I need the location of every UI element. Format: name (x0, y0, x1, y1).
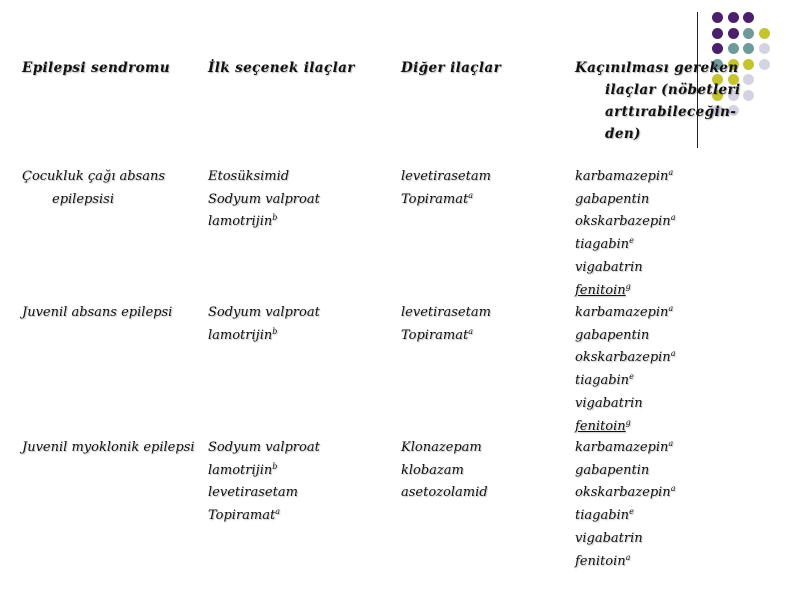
first-choice-drug-text: lamotrijin (208, 462, 273, 478)
syndrome-line (22, 166, 165, 189)
avoid-drug (575, 189, 675, 212)
header-avoid-line: arttırabileceğin- (605, 104, 737, 120)
decorative-dot (743, 74, 754, 85)
syndrome-line (22, 189, 165, 212)
header-avoid-line: ilaçlar (nöbetleri (605, 82, 741, 98)
footnote-marker: g (625, 417, 631, 427)
avoid-drug (575, 302, 675, 325)
first-choice-drug (208, 325, 320, 348)
syndrome-cell (22, 437, 195, 460)
footnote-marker: a (468, 326, 474, 336)
avoid-drug (575, 211, 675, 234)
avoid-drug (575, 416, 675, 439)
first-choice-drug (208, 189, 320, 212)
syndrome-cell (22, 302, 172, 325)
decorative-dot (743, 90, 754, 101)
first-choice-drug-text: Etosüksimid (208, 169, 290, 184)
avoid-drug-text: fenitoin (575, 553, 626, 569)
footnote-marker: e (629, 236, 634, 246)
other-drug (401, 325, 491, 348)
footnote-marker: a (668, 439, 674, 448)
avoid-drug-text: karbamazepin (575, 305, 669, 320)
syndrome-line (22, 302, 172, 325)
avoid-drug-text: okskarbazepin (575, 350, 671, 366)
avoid-drug-text: tiagabin (575, 373, 630, 389)
avoid-drug (575, 482, 675, 505)
first-choice-drug-text: lamotrijin (208, 214, 273, 230)
decorative-dot (712, 12, 723, 23)
first-choice-drug-text: Sodyum valproat (208, 305, 320, 320)
other-drug-text: levetirasetam (401, 169, 491, 184)
decorative-dot (759, 28, 770, 39)
avoid-drug-text: tiagabin (575, 237, 630, 253)
avoid-drug (575, 280, 675, 303)
decorative-dot (759, 59, 770, 70)
first-choice-drug-text: levetirasetam (208, 485, 298, 501)
decorative-dot (743, 12, 754, 23)
syndrome-cell (22, 166, 165, 211)
avoid-drug-text: gabapentin (575, 191, 650, 207)
decorative-dot (728, 28, 739, 39)
footnote-marker: b (272, 213, 278, 223)
first-choice-drug (208, 482, 320, 505)
footnote-marker: g (625, 281, 631, 291)
footnote-marker: a (670, 349, 676, 359)
first-choice-drug-text: lamotrijin (208, 327, 273, 343)
footnote-marker: a (275, 507, 281, 517)
avoid-drug (575, 551, 675, 574)
first-choice-drug (208, 437, 320, 460)
first-choice-drug-text: Sodyum valproat (208, 440, 320, 455)
decorative-dot (759, 43, 770, 54)
other-drug (401, 189, 491, 212)
header-other-drugs: Diğer ilaçlar (401, 60, 502, 76)
other-drug (401, 482, 488, 505)
other-drug (401, 166, 491, 189)
first-choice-drug (208, 505, 320, 528)
syndrome-line-text: Juvenil absans epilepsi (22, 305, 173, 320)
header-avoid-line: den) (605, 126, 641, 142)
avoid-drug (575, 257, 675, 280)
avoid-drug (575, 166, 675, 189)
avoid-drug-text: gabapentin (575, 462, 650, 478)
avoid-drug (575, 437, 675, 460)
first-choice-cell (208, 166, 320, 234)
avoid-drug-text: fenitoin (575, 282, 626, 298)
avoid-drug-text: vigabatrin (575, 395, 643, 411)
other-drug-text: levetirasetam (401, 305, 491, 320)
avoid-drug (575, 393, 675, 416)
syndrome-line (22, 437, 195, 460)
avoid-drug-text: karbamazepin (575, 440, 669, 455)
decorative-dot (743, 59, 754, 70)
first-choice-drug (208, 166, 320, 189)
avoid-drug-text: vigabatrin (575, 259, 643, 275)
avoid-drug (575, 505, 675, 528)
header-avoid-line: Kaçınılması gereken (575, 60, 739, 76)
avoid-drug (575, 460, 675, 483)
header-avoid-drugs (575, 57, 741, 145)
first-choice-drug-text: Topiramat (208, 508, 276, 524)
decorative-dot (712, 28, 723, 39)
avoid-drug (575, 325, 675, 348)
avoid-drugs-cell (575, 302, 675, 438)
avoid-drug (575, 370, 675, 393)
footnote-marker: e (629, 507, 634, 517)
first-choice-drug-text: Sodyum valproat (208, 191, 320, 207)
decorative-dot (743, 43, 754, 54)
footnote-marker: a (468, 190, 474, 200)
avoid-drug (575, 347, 675, 370)
other-drug-text: Topiramat (401, 191, 469, 207)
footnote-marker: a (668, 168, 674, 177)
other-drug-text: Topiramat (401, 327, 469, 343)
decorative-dot (743, 28, 754, 39)
syndrome-line-text: epilepsisi (52, 191, 115, 207)
footnote-marker: a (670, 213, 676, 223)
decorative-dot (728, 12, 739, 23)
other-drugs-cell (401, 302, 491, 347)
other-drug-text: asetozolamid (401, 485, 488, 501)
other-drug-text: klobazam (401, 462, 464, 478)
avoid-drug-text: okskarbazepin (575, 485, 671, 501)
footnote-marker: a (668, 304, 674, 313)
first-choice-drug (208, 302, 320, 325)
avoid-drug-text: karbamazepin (575, 169, 669, 184)
other-drug (401, 460, 488, 483)
first-choice-cell (208, 437, 320, 528)
first-choice-drug (208, 460, 320, 483)
avoid-drugs-cell (575, 166, 675, 302)
other-drug-text: Klonazepam (401, 440, 482, 455)
other-drug (401, 437, 488, 460)
avoid-drug (575, 234, 675, 257)
avoid-drug-text: gabapentin (575, 327, 650, 343)
syndrome-line-text: Çocukluk çağı absans (22, 169, 166, 184)
first-choice-drug (208, 211, 320, 234)
header-first-choice: İlk seçenek ilaçlar (208, 60, 355, 76)
avoid-drug (575, 528, 675, 551)
avoid-drug-text: tiagabin (575, 508, 630, 524)
footnote-marker: a (625, 552, 631, 562)
avoid-drug-text: vigabatrin (575, 530, 643, 546)
footnote-marker: e (629, 372, 634, 382)
footnote-marker: b (272, 326, 278, 336)
other-drugs-cell (401, 166, 491, 211)
other-drug (401, 302, 491, 325)
footnote-marker: b (272, 461, 278, 471)
avoid-drug-text: okskarbazepin (575, 214, 671, 230)
decorative-dot (712, 43, 723, 54)
decorative-dot (728, 43, 739, 54)
avoid-drug-text: fenitoin (575, 418, 626, 434)
first-choice-cell (208, 302, 320, 347)
avoid-drugs-cell (575, 437, 675, 573)
other-drugs-cell (401, 437, 488, 505)
syndrome-line-text: Juvenil myoklonik epilepsi (22, 440, 195, 455)
header-syndrome: Epilepsi sendromu (22, 60, 170, 76)
footnote-marker: a (670, 484, 676, 494)
